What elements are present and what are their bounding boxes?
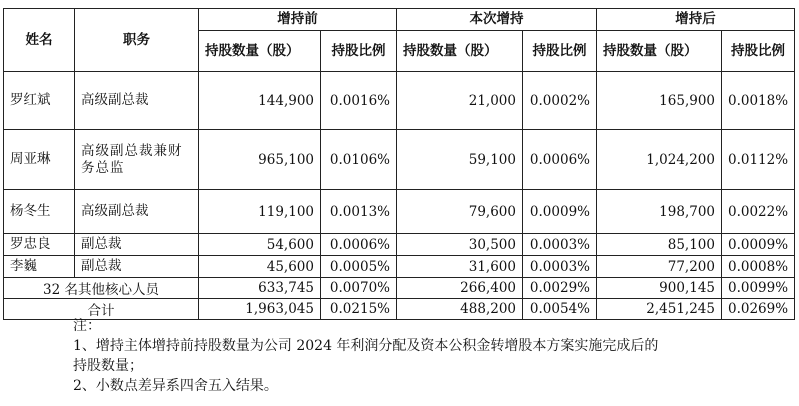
- ratio-increase: 0.0029%: [523, 278, 597, 299]
- header-shares: 持股数量（股）: [199, 31, 321, 72]
- header-shares: 持股数量（股）: [597, 31, 722, 72]
- shares-increase: 488,200: [397, 299, 523, 320]
- ratio-increase: 0.0054%: [523, 299, 597, 320]
- shares-increase: 59,100: [397, 130, 523, 190]
- ratio-increase: 0.0009%: [523, 190, 597, 234]
- note-item-2: 2、小数点差异系四舍五入结果。: [73, 378, 278, 394]
- ratio-before: 0.0013%: [321, 190, 397, 234]
- shares-after: 2,451,245: [597, 299, 722, 320]
- ratio-after: 0.0009%: [722, 234, 795, 256]
- person-position: 副总裁: [75, 256, 199, 278]
- header-before: 增持前: [199, 9, 397, 31]
- shareholding-table: [3, 8, 795, 320]
- header-this-increase: 本次增持: [397, 9, 597, 31]
- header-position: 职务: [75, 9, 199, 72]
- shares-after: 77,200: [597, 256, 722, 278]
- notes-section: [73, 316, 773, 396]
- person-position: 高级副总裁: [75, 72, 199, 130]
- ratio-after: 0.0269%: [722, 299, 795, 320]
- table-row: [4, 72, 795, 130]
- table-row: [4, 190, 795, 234]
- ratio-after: 0.0112%: [722, 130, 795, 190]
- ratio-before: 0.0215%: [321, 299, 397, 320]
- person-name: 李巍: [4, 256, 75, 278]
- shares-after: 198,700: [597, 190, 722, 234]
- shares-before: 633,745: [199, 278, 321, 299]
- shares-before: 144,900: [199, 72, 321, 130]
- ratio-increase: 0.0003%: [523, 234, 597, 256]
- shares-increase: 30,500: [397, 234, 523, 256]
- table-row: [4, 234, 795, 256]
- header-ratio: 持股比例: [321, 31, 397, 72]
- ratio-increase: 0.0006%: [523, 130, 597, 190]
- ratio-after: 0.0008%: [722, 256, 795, 278]
- ratio-before: 0.0016%: [321, 72, 397, 130]
- ratio-after: 0.0018%: [722, 72, 795, 130]
- shares-before: 45,600: [199, 256, 321, 278]
- shares-increase: 31,600: [397, 256, 523, 278]
- person-position: 高级副总裁: [75, 190, 199, 234]
- ratio-increase: 0.0003%: [523, 256, 597, 278]
- header-name: 姓名: [4, 9, 75, 72]
- header-ratio: 持股比例: [523, 31, 597, 72]
- header-row-groups: [4, 9, 795, 31]
- shares-before: 965,100: [199, 130, 321, 190]
- ratio-before: 0.0006%: [321, 234, 397, 256]
- table-row-others: [4, 278, 795, 299]
- shares-increase: 21,000: [397, 72, 523, 130]
- notes-title: 注：: [73, 318, 101, 334]
- ratio-after: 0.0022%: [722, 190, 795, 234]
- shares-after: 85,100: [597, 234, 722, 256]
- person-name: 杨冬生: [4, 190, 75, 234]
- table-row: [4, 130, 795, 190]
- person-position: 副总裁: [75, 234, 199, 256]
- header-shares: 持股数量（股）: [397, 31, 523, 72]
- person-position: 高级副总裁兼财务总监: [75, 130, 199, 190]
- note-item-1-continued: 持股数量；: [73, 358, 143, 374]
- person-name: 罗红斌: [4, 72, 75, 130]
- note-item-1: 1、增持主体增持前持股数量为公司 2024 年利润分配及资本公积金转增股本方案实施完成后的: [73, 338, 659, 354]
- ratio-after: 0.0099%: [722, 278, 795, 299]
- ratio-before: 0.0005%: [321, 256, 397, 278]
- header-after: 增持后: [597, 9, 795, 31]
- shares-after: 1,024,200: [597, 130, 722, 190]
- shares-before: 54,600: [199, 234, 321, 256]
- shares-before: 1,963,045: [199, 299, 321, 320]
- ratio-increase: 0.0002%: [523, 72, 597, 130]
- ratio-before: 0.0070%: [321, 278, 397, 299]
- person-name: 周亚琳: [4, 130, 75, 190]
- total-label: 合计: [4, 299, 199, 320]
- shares-increase: 79,600: [397, 190, 523, 234]
- header-ratio: 持股比例: [722, 31, 795, 72]
- shares-before: 119,100: [199, 190, 321, 234]
- shares-increase: 266,400: [397, 278, 523, 299]
- ratio-before: 0.0106%: [321, 130, 397, 190]
- table-row: [4, 256, 795, 278]
- others-label: 32 名其他核心人员: [4, 278, 199, 299]
- person-name: 罗忠良: [4, 234, 75, 256]
- shares-after: 900,145: [597, 278, 722, 299]
- shares-after: 165,900: [597, 72, 722, 130]
